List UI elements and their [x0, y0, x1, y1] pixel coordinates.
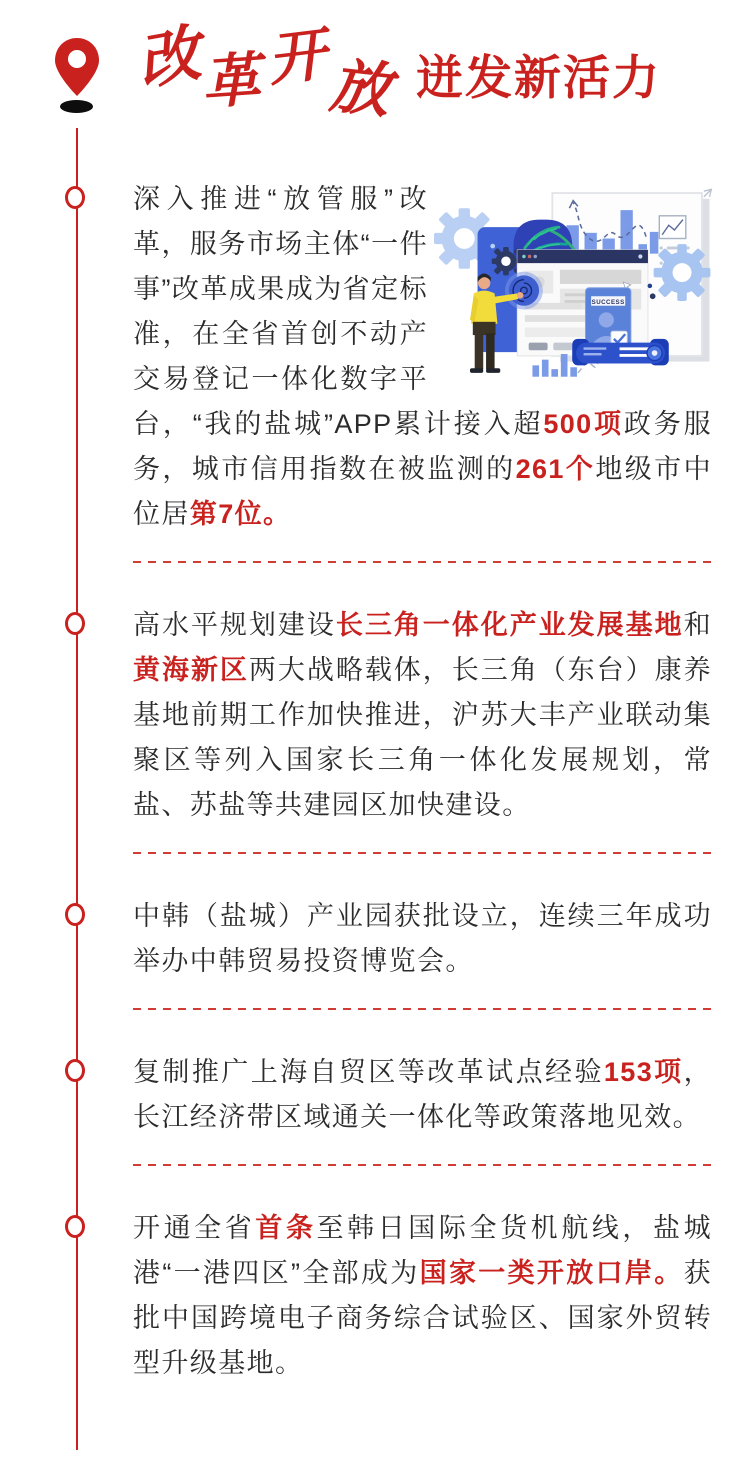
highlight-stat: 长三角一体化产业发展基地	[335, 610, 684, 640]
dashed-divider	[133, 1008, 712, 1010]
body-text: 政务服务，城市信用指数在被监测的	[133, 409, 712, 484]
timeline-item	[133, 1050, 712, 1140]
highlight-stat: 首条	[255, 1213, 317, 1243]
section-title: 迸发新活力	[416, 51, 662, 104]
timeline-item	[133, 603, 712, 828]
calligraphy-char: 改	[132, 19, 206, 98]
section-header	[132, 14, 662, 125]
timeline-line	[76, 128, 78, 1450]
body-text: 高水平规划建设	[133, 610, 336, 640]
body-text: 两大战略载体，长三角（东台）康养基地前期工作加快推进，沪苏大丰产业联动集聚区等列入国家长三角一体化发展规划，常盐、苏盐等共建园区加快建设。	[133, 655, 712, 820]
pin-shadow-ellipse	[60, 100, 93, 113]
dashed-divider	[133, 1164, 712, 1166]
body-text: 复制推广上海自贸区等改革试点经验	[133, 1057, 604, 1087]
highlight-stat: 261个	[515, 454, 596, 484]
body-text: 至韩日国际全货机航线，盐城港“一港四区”全部成为	[133, 1213, 712, 1288]
body-text: 和	[683, 610, 712, 640]
paragraph-text	[133, 1050, 712, 1140]
timeline-node-circle	[65, 612, 85, 635]
body-text: 深入推进“放管服”改革，服务市场主体“一件事”改革成果成为省定标准，在全省首创不动产交易登记一体化数字平台，“我的盐城”APP累计接入超	[133, 184, 544, 439]
dashed-divider	[133, 852, 712, 854]
highlight-stat: 第7位。	[189, 499, 292, 529]
dashed-divider	[133, 561, 712, 563]
digital-reform-illustration	[434, 179, 718, 387]
calligraphy-char: 放	[326, 52, 394, 125]
decor-arrow	[704, 189, 712, 197]
timeline-node-circle	[65, 1215, 85, 1238]
highlight-stat: 153项	[603, 1057, 684, 1087]
body-text: 中韩（盐城）产业园获批设立，连续三年成功举办中韩贸易投资博览会。	[133, 901, 712, 976]
highlight-stat: 国家一类开放口岸。	[419, 1258, 684, 1288]
body-text: 地级市中位居	[133, 454, 713, 529]
paragraph-text	[133, 603, 712, 828]
section-title-calligraphy	[132, 14, 394, 125]
timeline-item	[133, 1206, 712, 1386]
timeline-item	[133, 177, 712, 537]
timeline-node-circle	[65, 903, 85, 926]
card-success-label: SUCCESS	[591, 298, 625, 306]
body-text: 开通全省	[133, 1213, 256, 1243]
id-card-success	[585, 288, 630, 350]
paragraph-text	[133, 894, 712, 984]
body-text: 获批中国跨境电子商务综合试验区、国家外贸转型升级基地。	[133, 1258, 712, 1378]
timeline-node-circle	[65, 186, 85, 209]
timeline-node-circle	[65, 1059, 85, 1082]
article-body	[133, 177, 712, 1386]
timeline-item	[133, 894, 712, 984]
calligraphy-char: 革	[199, 47, 263, 116]
calligraphy-char: 开	[264, 21, 330, 94]
ribbon-banner	[572, 339, 669, 366]
paragraph-text	[133, 177, 712, 537]
decor-dot	[648, 284, 653, 289]
paragraph-text	[133, 1206, 712, 1386]
highlight-stat: 500项	[543, 409, 624, 439]
highlight-stat: 黄海新区	[133, 655, 249, 685]
location-pin-icon	[55, 38, 99, 96]
body-text: ，长江经济带区域通关一体化等政策落地见效。	[133, 1057, 712, 1132]
fingerprint-icon	[505, 272, 543, 310]
